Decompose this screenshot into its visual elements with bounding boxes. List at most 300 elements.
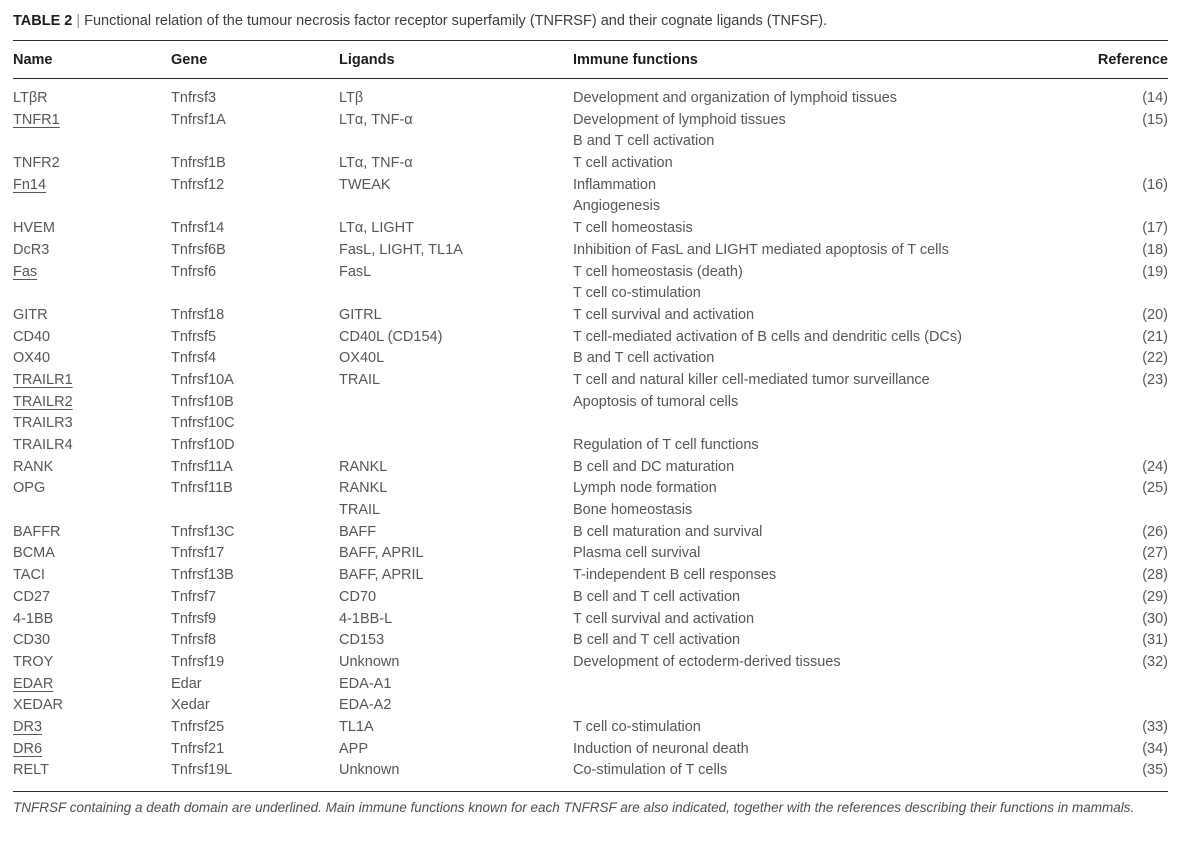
name-cell bbox=[13, 305, 171, 327]
table-row bbox=[13, 153, 1168, 175]
reference-text bbox=[1078, 413, 1168, 435]
table-row bbox=[13, 522, 1168, 544]
reference-text: (16) bbox=[1142, 176, 1168, 193]
gene-text: Xedar bbox=[171, 697, 210, 714]
table-row bbox=[13, 739, 1168, 761]
name-cell bbox=[13, 262, 171, 284]
table-row bbox=[13, 218, 1168, 240]
reference-cell bbox=[1078, 262, 1168, 284]
reference-cell bbox=[1078, 392, 1168, 414]
reference-cell bbox=[1078, 240, 1168, 262]
functions-cell bbox=[573, 652, 1078, 674]
name-text bbox=[13, 218, 171, 240]
table-caption-text: Functional relation of the tumour necrosis factor receptor superfamily (TNFRSF) and their cognate ligands (TNFSF). bbox=[84, 13, 828, 29]
ligands-cell bbox=[339, 760, 573, 782]
reference-text: (23) bbox=[1142, 371, 1168, 388]
ligand-text: EDA-A1 bbox=[339, 675, 392, 692]
ligand-text: TRAIL bbox=[339, 371, 381, 388]
reference-text: (19) bbox=[1142, 263, 1168, 280]
gene-cell bbox=[171, 457, 339, 479]
table-row bbox=[13, 760, 1168, 782]
ligand-text: TWEAK bbox=[339, 176, 391, 193]
immune-function-text: T cell and natural killer cell-mediated tumor surveillance bbox=[573, 371, 930, 388]
name-text bbox=[13, 348, 171, 370]
functions-cell bbox=[573, 88, 1078, 110]
receptor-name: RANK bbox=[13, 458, 54, 475]
table-row bbox=[13, 348, 1168, 370]
immune-function-text: Apoptosis of tumoral cells bbox=[573, 393, 739, 410]
receptor-name: OX40 bbox=[13, 350, 51, 367]
gene-text: Tnfrsf6 bbox=[171, 263, 217, 280]
name-cell bbox=[13, 392, 171, 414]
column-header-immune-functions: Immune functions bbox=[573, 51, 698, 68]
functions-cell bbox=[573, 587, 1078, 609]
column-header-reference: Reference bbox=[1097, 51, 1168, 68]
table-caption bbox=[13, 12, 1168, 30]
gene-text: Tnfrsf19L bbox=[171, 762, 233, 779]
gene-cell bbox=[171, 717, 339, 739]
gene-cell bbox=[171, 327, 339, 349]
receptor-name: CD40 bbox=[13, 328, 51, 345]
ligands-cell bbox=[339, 88, 573, 110]
ligand-text: TRAIL bbox=[339, 502, 381, 519]
gene-text: Tnfrsf3 bbox=[171, 90, 217, 106]
gene-cell bbox=[171, 305, 339, 327]
name-cell bbox=[13, 435, 171, 457]
name-cell bbox=[13, 739, 171, 761]
immune-function-text: Development of ectoderm-derived tissues bbox=[573, 653, 841, 670]
receptor-name: TRAILR4 bbox=[13, 437, 73, 453]
functions-cell bbox=[573, 522, 1078, 544]
gene-cell bbox=[171, 88, 339, 110]
reference-cell bbox=[1078, 609, 1168, 631]
ligands-cell bbox=[339, 305, 573, 327]
table-row bbox=[13, 457, 1168, 479]
table-row bbox=[13, 565, 1168, 587]
receptor-name: TACI bbox=[13, 567, 45, 584]
functions-cell bbox=[573, 110, 1078, 153]
gene-cell bbox=[171, 522, 339, 544]
table-row bbox=[13, 717, 1168, 739]
ligand-text: RANKL bbox=[339, 458, 388, 475]
ligand-text bbox=[339, 435, 573, 457]
receptor-name: TROY bbox=[13, 653, 54, 670]
functions-cell bbox=[573, 175, 1078, 218]
ligands-cell bbox=[339, 370, 573, 392]
reference-cell bbox=[1078, 587, 1168, 609]
immune-function-text: B and T cell activation bbox=[573, 133, 715, 150]
table-row bbox=[13, 609, 1168, 631]
gene-text: Tnfrsf14 bbox=[171, 220, 225, 237]
immune-function-text: Induction of neuronal death bbox=[573, 740, 749, 757]
ligand-text: FasL bbox=[339, 263, 372, 280]
ligand-text: 4-1BB-L bbox=[339, 610, 393, 627]
receptor-name: TNFR1 bbox=[13, 111, 60, 128]
gene-cell bbox=[171, 630, 339, 652]
name-text bbox=[13, 760, 171, 782]
name-text bbox=[13, 478, 171, 500]
name-cell bbox=[13, 760, 171, 782]
ligands-cell bbox=[339, 240, 573, 262]
reference-cell bbox=[1078, 695, 1168, 717]
reference-cell bbox=[1078, 327, 1168, 349]
name-cell bbox=[13, 630, 171, 652]
immune-function-text: B and T cell activation bbox=[573, 350, 715, 367]
receptor-name: RELT bbox=[13, 762, 49, 779]
table-footnote: TNFRSF containing a death domain are underlined. Main immune functions known for each TNFRSF are also indicated, together with the references describing their functions in mammals. bbox=[13, 800, 1135, 815]
gene-text: Tnfrsf12 bbox=[171, 176, 225, 193]
immune-function-text: B cell and T cell activation bbox=[573, 588, 741, 605]
paper-table-figure bbox=[0, 12, 1178, 818]
receptor-name: BAFFR bbox=[13, 523, 61, 540]
receptor-name: OPG bbox=[13, 480, 46, 497]
functions-cell bbox=[573, 240, 1078, 262]
functions-cell bbox=[573, 717, 1078, 739]
immune-function-text: T cell co-stimulation bbox=[573, 718, 701, 735]
ligand-text bbox=[339, 392, 573, 414]
receptor-name: Fn14 bbox=[13, 176, 47, 193]
ligand-text: LTα, LIGHT bbox=[339, 220, 414, 237]
reference-cell bbox=[1078, 739, 1168, 761]
receptor-name: CD27 bbox=[13, 588, 51, 605]
table-row bbox=[13, 413, 1168, 435]
functions-cell bbox=[573, 760, 1078, 782]
ligands-cell bbox=[339, 543, 573, 565]
name-text bbox=[13, 739, 171, 761]
functions-cell bbox=[573, 305, 1078, 327]
reference-cell bbox=[1078, 435, 1168, 457]
name-text bbox=[13, 327, 171, 349]
reference-text: (33) bbox=[1142, 718, 1168, 735]
functions-cell bbox=[573, 457, 1078, 479]
gene-cell bbox=[171, 110, 339, 132]
reference-cell bbox=[1078, 760, 1168, 782]
immune-function-text: T cell homeostasis (death) bbox=[573, 263, 743, 280]
reference-text: (28) bbox=[1142, 567, 1168, 584]
name-text bbox=[13, 370, 171, 392]
gene-cell bbox=[171, 565, 339, 587]
immune-function-text: Inhibition of FasL and LIGHT mediated apoptosis of T cells bbox=[573, 241, 949, 258]
reference-text: (34) bbox=[1142, 740, 1168, 757]
gene-cell bbox=[171, 543, 339, 565]
immune-function-text: B cell maturation and survival bbox=[573, 523, 763, 540]
name-text bbox=[13, 652, 171, 674]
reference-cell bbox=[1078, 478, 1168, 500]
immune-function-text bbox=[573, 695, 1078, 717]
name-cell bbox=[13, 153, 171, 175]
receptor-name: DR6 bbox=[13, 740, 43, 757]
ligand-text: LTα, TNF-α bbox=[339, 111, 413, 128]
reference-text: (32) bbox=[1142, 653, 1168, 670]
table-row bbox=[13, 175, 1168, 218]
gene-text: Tnfrsf1A bbox=[171, 111, 226, 128]
ligand-text: CD153 bbox=[339, 632, 385, 649]
gene-cell bbox=[171, 739, 339, 761]
reference-cell bbox=[1078, 674, 1168, 696]
gene-cell bbox=[171, 175, 339, 197]
functions-cell bbox=[573, 695, 1078, 717]
name-cell bbox=[13, 110, 171, 132]
ligand-text: TL1A bbox=[339, 718, 374, 735]
name-text bbox=[13, 413, 171, 435]
table-body bbox=[13, 79, 1168, 791]
functions-cell bbox=[573, 565, 1078, 587]
receptor-name: TRAILR3 bbox=[13, 415, 73, 432]
name-cell bbox=[13, 652, 171, 674]
name-text bbox=[13, 565, 171, 587]
name-cell bbox=[13, 348, 171, 370]
immune-function-text: Plasma cell survival bbox=[573, 545, 701, 562]
gene-text: Tnfrsf25 bbox=[171, 718, 225, 735]
reference-text bbox=[1078, 674, 1168, 696]
column-header-ligands: Ligands bbox=[339, 51, 395, 68]
ligand-text: LTα, TNF-α bbox=[339, 155, 413, 172]
name-text bbox=[13, 153, 171, 175]
reference-cell bbox=[1078, 457, 1168, 479]
table-row bbox=[13, 392, 1168, 414]
ligands-cell bbox=[339, 609, 573, 631]
name-text bbox=[13, 240, 171, 262]
ligand-text bbox=[339, 196, 573, 218]
gene-text: Tnfrsf6B bbox=[171, 241, 226, 258]
immune-function-text: T cell survival and activation bbox=[573, 306, 755, 323]
name-text bbox=[13, 630, 171, 652]
name-text bbox=[13, 305, 171, 327]
ligand-text: Unknown bbox=[339, 762, 400, 779]
receptor-name: HVEM bbox=[13, 220, 55, 237]
ligands-cell bbox=[339, 175, 573, 218]
reference-cell bbox=[1078, 652, 1168, 674]
immune-function-text bbox=[573, 413, 1078, 435]
ligands-cell bbox=[339, 218, 573, 240]
name-cell bbox=[13, 218, 171, 240]
ligands-cell bbox=[339, 153, 573, 175]
ligands-cell bbox=[339, 630, 573, 652]
immune-function-text: Angiogenesis bbox=[573, 198, 661, 215]
table-row bbox=[13, 587, 1168, 609]
functions-cell bbox=[573, 674, 1078, 696]
functions-cell bbox=[573, 370, 1078, 392]
reference-text: (17) bbox=[1142, 220, 1168, 237]
gene-text: Tnfrsf13B bbox=[171, 567, 234, 584]
caption-separator: | bbox=[76, 13, 81, 29]
ligand-text: APP bbox=[339, 740, 369, 757]
gene-text: Tnfrsf13C bbox=[171, 523, 235, 540]
ligand-text: BAFF, APRIL bbox=[339, 545, 424, 562]
table-row bbox=[13, 478, 1168, 521]
name-text bbox=[13, 392, 171, 414]
reference-text bbox=[1078, 695, 1168, 717]
ligand-text: EDA-A2 bbox=[339, 697, 392, 714]
table-number-label: TABLE 2 bbox=[13, 13, 73, 29]
name-text bbox=[13, 435, 171, 457]
name-text bbox=[13, 674, 171, 696]
gene-text: Tnfrsf17 bbox=[171, 545, 225, 562]
reference-cell bbox=[1078, 175, 1168, 197]
name-cell bbox=[13, 695, 171, 717]
gene-text: Tnfrsf11B bbox=[171, 480, 233, 497]
functions-cell bbox=[573, 413, 1078, 435]
ligands-cell bbox=[339, 587, 573, 609]
reference-text: (24) bbox=[1142, 458, 1168, 475]
name-text bbox=[13, 695, 171, 717]
receptor-name: DR3 bbox=[13, 718, 43, 735]
name-cell bbox=[13, 88, 171, 110]
ligand-text bbox=[339, 131, 573, 153]
ligand-text: OX40L bbox=[339, 350, 385, 367]
table-row bbox=[13, 435, 1168, 457]
receptor-name: TRAILR1 bbox=[13, 371, 73, 388]
ligands-cell bbox=[339, 478, 573, 521]
reference-text: (35) bbox=[1142, 762, 1168, 779]
functions-cell bbox=[573, 739, 1078, 761]
name-text bbox=[13, 609, 171, 631]
reference-text: (25) bbox=[1142, 480, 1168, 497]
ligands-cell bbox=[339, 717, 573, 739]
ligand-text: Unknown bbox=[339, 653, 400, 670]
ligand-text: GITRL bbox=[339, 306, 382, 323]
name-text bbox=[13, 175, 171, 197]
ligand-text: BAFF, APRIL bbox=[339, 567, 424, 584]
gene-text: Edar bbox=[171, 675, 202, 692]
reference-text: (15) bbox=[1142, 111, 1168, 128]
reference-cell bbox=[1078, 153, 1168, 175]
ligand-text: FasL, LIGHT, TL1A bbox=[339, 241, 463, 258]
name-cell bbox=[13, 370, 171, 392]
immune-function-text: Inflammation bbox=[573, 176, 657, 193]
reference-cell bbox=[1078, 110, 1168, 132]
gene-cell bbox=[171, 262, 339, 284]
ligands-cell bbox=[339, 522, 573, 544]
receptor-name: TRAILR2 bbox=[13, 393, 73, 410]
reference-cell bbox=[1078, 543, 1168, 565]
gene-cell bbox=[171, 392, 339, 414]
gene-text: Tnfrsf10C bbox=[171, 415, 235, 432]
table-row bbox=[13, 652, 1168, 674]
ligands-cell bbox=[339, 262, 573, 305]
reference-cell bbox=[1078, 522, 1168, 544]
gene-cell bbox=[171, 760, 339, 782]
immune-function-text: T cell activation bbox=[573, 155, 673, 172]
functions-cell bbox=[573, 435, 1078, 457]
ligands-cell bbox=[339, 739, 573, 761]
gene-text: Tnfrsf9 bbox=[171, 610, 217, 627]
reference-text: (14) bbox=[1142, 90, 1168, 106]
ligands-cell bbox=[339, 327, 573, 349]
ligand-text bbox=[339, 413, 573, 435]
reference-text bbox=[1078, 153, 1168, 175]
functions-cell bbox=[573, 392, 1078, 414]
reference-cell bbox=[1078, 717, 1168, 739]
name-text bbox=[13, 543, 171, 565]
gene-text: Tnfrsf5 bbox=[171, 328, 217, 345]
receptor-name: 4-1BB bbox=[13, 610, 54, 627]
reference-text: (22) bbox=[1142, 350, 1168, 367]
gene-text: Tnfrsf10B bbox=[171, 393, 234, 410]
gene-cell bbox=[171, 695, 339, 717]
table-row bbox=[13, 110, 1168, 153]
functions-cell bbox=[573, 153, 1078, 175]
ligand-text: RANKL bbox=[339, 480, 388, 497]
gene-cell bbox=[171, 587, 339, 609]
gene-cell bbox=[171, 435, 339, 457]
ligands-cell bbox=[339, 695, 573, 717]
name-cell bbox=[13, 413, 171, 435]
functions-cell bbox=[573, 630, 1078, 652]
ligands-cell bbox=[339, 435, 573, 457]
reference-text bbox=[1078, 435, 1168, 457]
gene-cell bbox=[171, 240, 339, 262]
immune-function-text: Development and organization of lymphoid tissues bbox=[573, 90, 898, 106]
name-text bbox=[13, 522, 171, 544]
reference-text: (29) bbox=[1142, 588, 1168, 605]
table-row bbox=[13, 370, 1168, 392]
immune-function-text: Regulation of T cell functions bbox=[573, 437, 759, 453]
reference-cell bbox=[1078, 630, 1168, 652]
gene-cell bbox=[171, 478, 339, 500]
ligand-text: LTβ bbox=[339, 90, 364, 106]
reference-text: (27) bbox=[1142, 545, 1168, 562]
functions-cell bbox=[573, 348, 1078, 370]
gene-text: Tnfrsf21 bbox=[171, 740, 225, 757]
ligands-cell bbox=[339, 413, 573, 435]
reference-cell bbox=[1078, 370, 1168, 392]
ligands-cell bbox=[339, 110, 573, 153]
name-text bbox=[13, 88, 171, 110]
immune-function-text: T cell-mediated activation of B cells and dendritic cells (DCs) bbox=[573, 328, 962, 345]
table-row bbox=[13, 674, 1168, 696]
reference-text: (21) bbox=[1142, 328, 1168, 345]
name-cell bbox=[13, 240, 171, 262]
gene-text: Tnfrsf4 bbox=[171, 350, 217, 367]
functions-cell bbox=[573, 609, 1078, 631]
name-cell bbox=[13, 522, 171, 544]
immune-function-text: T cell co-stimulation bbox=[573, 285, 701, 302]
reference-cell bbox=[1078, 348, 1168, 370]
gene-text: Tnfrsf19 bbox=[171, 653, 225, 670]
receptor-name: GITR bbox=[13, 306, 48, 323]
immune-function-text: Development of lymphoid tissues bbox=[573, 111, 786, 128]
gene-cell bbox=[171, 370, 339, 392]
reference-text: (20) bbox=[1142, 306, 1168, 323]
ligand-text: BAFF bbox=[339, 523, 377, 540]
name-cell bbox=[13, 327, 171, 349]
ligand-text: CD40L (CD154) bbox=[339, 328, 443, 345]
gene-cell bbox=[171, 153, 339, 175]
immune-function-text: T cell homeostasis bbox=[573, 220, 693, 237]
receptor-name: TNFR2 bbox=[13, 155, 60, 172]
receptor-name: XEDAR bbox=[13, 697, 63, 714]
gene-cell bbox=[171, 652, 339, 674]
receptor-name: Fas bbox=[13, 263, 38, 280]
name-cell bbox=[13, 543, 171, 565]
functions-cell bbox=[573, 327, 1078, 349]
reference-cell bbox=[1078, 218, 1168, 240]
table-row bbox=[13, 543, 1168, 565]
gene-text: Tnfrsf1B bbox=[171, 155, 226, 172]
table-row bbox=[13, 630, 1168, 652]
functions-cell bbox=[573, 543, 1078, 565]
receptor-name: EDAR bbox=[13, 675, 54, 692]
receptor-name: DcR3 bbox=[13, 241, 50, 258]
table-row bbox=[13, 240, 1168, 262]
gene-cell bbox=[171, 218, 339, 240]
reference-text bbox=[1078, 392, 1168, 414]
reference-text: (31) bbox=[1142, 632, 1168, 649]
name-cell bbox=[13, 587, 171, 609]
table-row bbox=[13, 695, 1168, 717]
immune-function-text: T cell survival and activation bbox=[573, 610, 755, 627]
